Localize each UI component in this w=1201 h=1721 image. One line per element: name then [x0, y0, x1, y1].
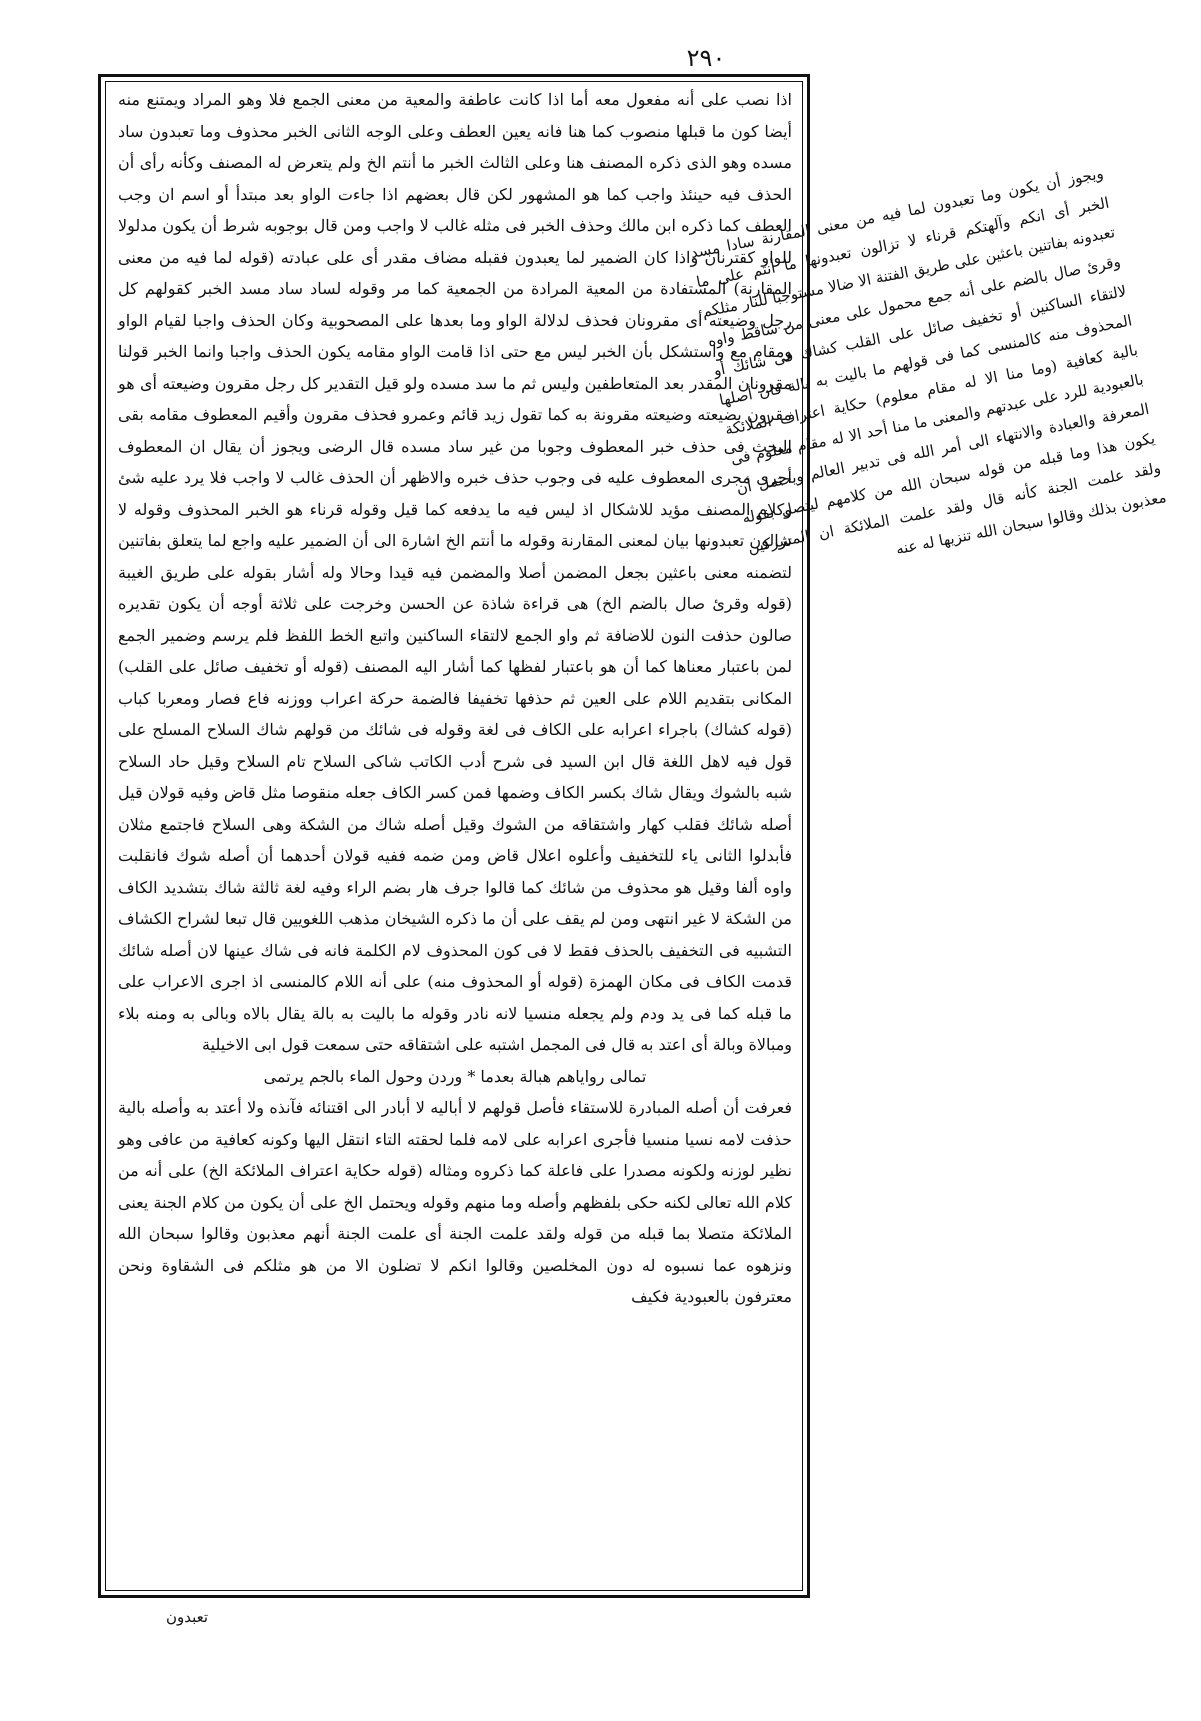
margin-note: ويجوز أن يكون وما تعبدون لما فيه من معنى المقارنة سادا مسد الخبر أى انكم وآلهتكم قرناء لا تزالون تعبدونها ما أنتم على ما تعبدونه بفاتنين باعثين على طريق الفتنة الا ضالا مستوجبا للنار مثلكم وقرئ صال بالضم على أنه جمع محمول على معنى من ساقط واوه لالتقاء الساكنين أو تخفيف صائل على القلب كشاك فى شائك أو المحذوف منه كالمنسى كما فى قولهم ما باليت به بالة فان أصلها بالية كعافية (وما منا الا له مقام معلوم) حكاية اعتراف الملائكة بالعبودية للرد على عبدتهم والمعنى ما منا أحد الا له مقام معلوم فى المعرفة والعبادة والانتهاء الى أمر الله فى تدبير العالم ويحتمل أن يكون هذا وما قبله من قوله سبحان الله من كلامهم ليتصل بقوله ولقد علمت الجنة كأنه قال ولقد علمت الملائكة ان المشركين معذبون بذلك وقالوا سبحان الله تنزيها له عنه — [689, 164, 1168, 559]
catchword: تعبدون — [165, 1608, 209, 1626]
main-commentary-text-continued: فعرفت أن أصله المبادرة للاستقاء فأصل قولهم لا أباليه لا أبادر الى اقتنائه فآنذه ولا أعتد به وأصله بالية حذفت لامه نسيا منسيا فأجرى اعرابه على لامه فلما لحقته التاء انتقل اليها وكونه كعافية من عافى وهو نظير لوزنه ولكونه مصدرا على فاعلة كما ذكروه ومثاله (قوله حكاية اعتراف الملائكة الخ) على أنه من كلام الله تعالى لكنه حكى بلفظهم وأصله وما منهم وقوله ويحتمل الخ على أن يكون من كلام الجنة يعنى الملائكة متصلا بما قبله من قوله ولقد علمت الجنة أى علمت الجنة أنهم معذبون وقالوا سبحان الله ونزهوه عما نسبوه له دون المخلصين وقالوا انكم لا تضلون الا من هو مثلكم فى الشقاوة ونحن معترفون بالعبودية فكيف — [118, 1098, 792, 1306]
page-number: ٢٩٠ — [686, 44, 726, 72]
main-text-frame-inner — [105, 81, 803, 1591]
poetry-verse: تمالى رواياهم هبالة بعدما * وردن وحول الماء بالجم يرتمى — [263, 1066, 647, 1086]
main-commentary-text: اذا نصب على أنه مفعول معه أما اذا كانت عاطفة والمعية من معنى الجمع فلا وهو المراد ويمتنع منه أيضا كون ما قبلها منصوب كما هنا فانه يعين العطف وعلى الوجه الثانى الخبر محذوف وما تعبدون ساد مسده وهو الذى ذكره المصنف هنا وعلى الثالث الخبر ما أنتم الخ ولم يتعرض له المصنف وكأنه رأى أن الحذف فيه حينئذ واجب كما هو المشهور لكن قال بعضهم اذا جاءت الواو بعد مبتدأ أو اسم ان وجب العطف كما ذكره ابن مالك وحذف الخبر فى مثله غالب لا واجب ومن قال بوجوبه شرط أن يكون مدلولا للواو كقترنان واذا كان الضمير لما يعبدون فقبله مضاف مقدر أى على عبادته (قوله لما فيه من معنى المقارنة) المستفادة من المعية المرادة من الجمعية كما مر وقوله لساد ساد مسد الخبر كقولهم كل رجل وضيعته أى مقرونان فحذف لدلالة الواو وما بعدها على المصحوبية وكان الحذف واجبا لقيام الواو ومقام مع واستشكل بأن الخبر ليس مع حتى اذا قامت الواو مقامه يكون الحذف واجبا وانما الخبر قولنا مقرونان المقدر بعد المتعاطفين وليس ثم ما سد مسده ولو قيل التقدير كل رجل مقرون وضيعته أى هو مقرون بضيعته وضيعته مقرونة به كما تقول زيد قائم وعمرو فحذف مقرون وأقيم المعطوف مقامه بقى البحث فى حذف خبر المعطوف وجوبا من غير ساد مسده قال الرضى ويجوز أن يقال ان المعطوف أجرى مجرى المعطوف عليه فى وجوب حذف خبره والاظهر أن الحذف غالب لا واجب فلا يرد عليه شئ وكلام المصنف مؤيد للاشكال اذ ليس فيه ما يدفعه كما قيل وقوله قرناء هو الخبر المحذوف وقوله لا تزالون تعبدونها بيان لمعنى المقارنة وقوله ما أنتم الخ اشارة الى أن الضمير عليه واجع لما يتعلق بفاتنين لتضمنه معنى باعثين بجعل المضمن أصلا والمضمن فيه قيدا وحالا وله أشار بقوله على طريق الغيبة (قوله وقرئ صال بالضم الخ) هى قراءة شاذة عن الحسن وخرجت على ثلاثة أوجه أن يكون تقديره صالون حذفت النون للاضافة ثم واو الجمع لالتقاء الساكنين واتبع الخط اللفظ فلم يرسم وضمير الجمع لمن باعتبار معناها كما أن هو باعتبار لفظها كما أشار اليه المصنف (قوله أو تخفيف صائل على القلب) المكانى بتقديم اللام على العين ثم حذفها تخفيفا فالضمة حركة اعراب ووزنه فاع فصار ومعربا كباب (قوله كشاك) باجراء اعرابه على الكاف فى لغة وقوله فى شائك من قولهم شاك السلاح المسلح على قول فيه لاهل اللغة قال ابن السيد فى شرح أدب الكاتب شاكى السلاح تام السلاح وقيل حاد السلاح شبه بالشوك ويقال شاك بكسر الكاف وضمها فمن كسر الكاف جعله منقوصا مثل قاض وفيه قولان قيل أصله شائك فقلب كهار واشتقاقه من الشوك وقيل أصله شاك من الشكة وهى السلاح فاجتمع مثلان فأبدلوا الثانى ياء للتخفيف وأعلوه اعلال قاض ومن ضمه ففيه قولان أحدهما أن أصله شوك فانقلبت واوه ألفا وقيل هو محذوف من شائك كما قالوا جرف هار بضم الراء وفيه لغة ثالثة شاك بتشديد الكاف من الشكة لا غير انتهى ومن لم يقف على أن ما ذكره الشيخان مذهب اللغويين قال تبعا لشراح الكشاف التشبيه فى التخفيف بالحذف فقط لا فى كون المحذوف لام الكلمة فانه فى شاك عينها لان أصله شائك قدمت الكاف فى مكان الهمزة (قوله أو المحذوف منه) على أنه اللام كالمنسى اذ اجرى الاعراب على ما قبله كما فى يد ودم ولم يجعله منسيا لانه نادر وقوله ما باليت به بالة يقال بالاه وبالى به ومنه بلاء ومبالاة وبالة أى اعتد به قال فى المجمل اشتبه على اشتقاقه حتى سمعت قول ابى الاخيلية — [118, 90, 793, 1054]
